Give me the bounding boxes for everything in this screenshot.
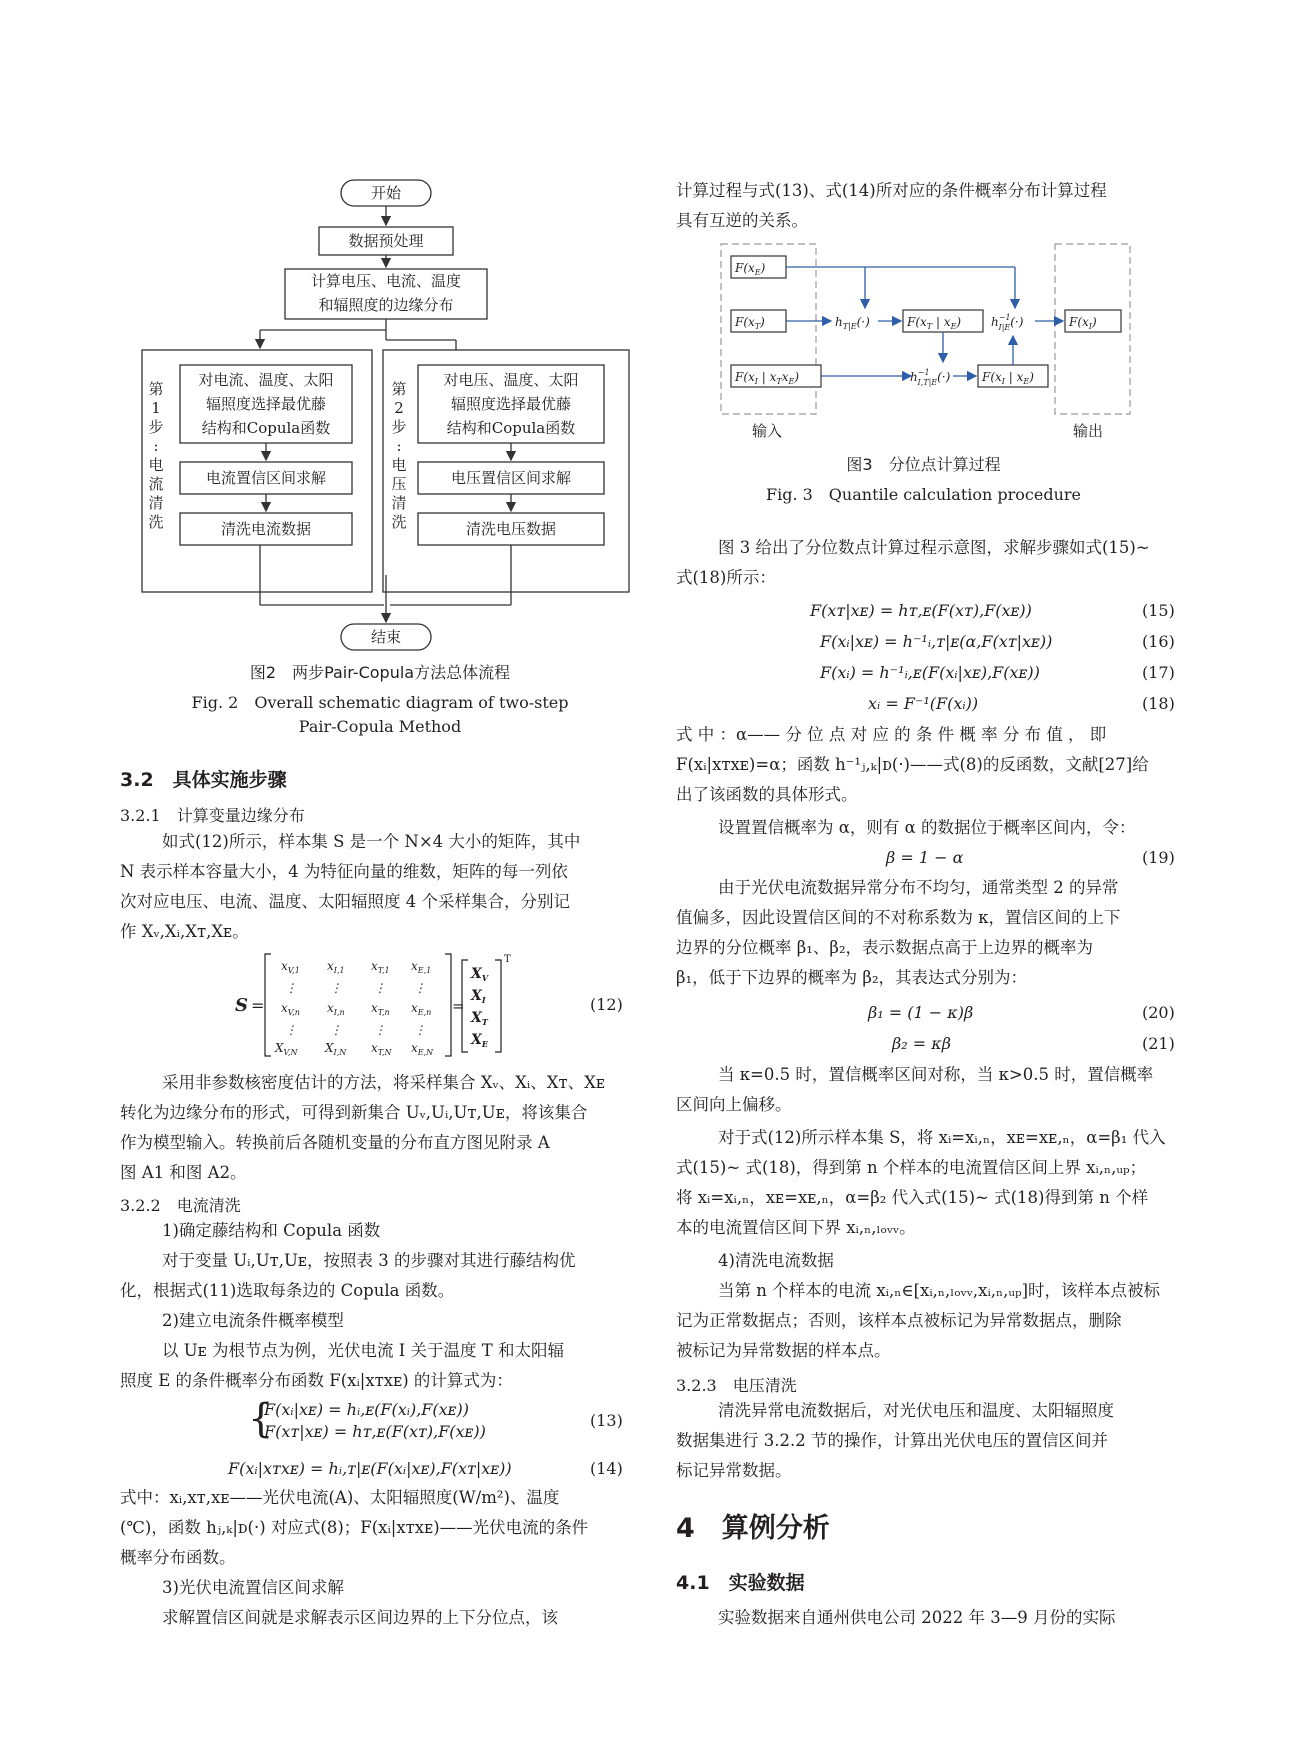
svg-text:xI,1: $x_{I,1}$ <box>327 959 345 975</box>
fig3-input-label: 输入 <box>752 422 783 440</box>
paragraph: 实验数据来自通州供电公司 2022 年 3—9 月份的实际 <box>718 1608 1116 1627</box>
svg-text:=: = <box>452 997 465 1015</box>
flow-end: 结束 <box>370 628 401 646</box>
section-3-2-1: 3.2.1 计算变量边缘分布 <box>120 806 305 825</box>
step-char: 1 <box>151 399 161 417</box>
paragraph: 式 中 ：α—— 分 位 点 对 应 的 条 件 概 率 分 布 值 ， 即 <box>676 725 1107 744</box>
svg-text:xT,1: $x_{T,1}$ <box>371 959 390 975</box>
paragraph: 作为模型输入。转换前后各随机变量的分布直方图见附录 A <box>120 1133 550 1152</box>
svg-text:h−1I,T|E(·): $h^{-1}$ I,T|E(·) <box>910 368 951 387</box>
flow-left-clean: 清洗电流数据 <box>220 520 311 538</box>
svg-text:F(xE): $F(x_E)$ <box>735 261 766 277</box>
fig2-caption-en-1: Fig. 2 Overall schematic diagram of two-step <box>191 693 569 712</box>
svg-text:F(xT): $F(x_T)$ <box>735 315 765 331</box>
svg-text:XE: $X_E$ <box>471 1032 488 1049</box>
step-char: 流 <box>148 475 164 493</box>
paragraph: 具有互逆的关系。 <box>676 211 808 230</box>
svg-text:XV: $X_V$ <box>471 966 489 983</box>
svg-text:XV,N: $X_{V,N}$ <box>275 1041 298 1057</box>
paragraph: 式中：xᵢ,xᴛ,xᴇ——光伏电流(A)、太阳辐照度(W/m²)、温度 <box>120 1488 560 1507</box>
paragraph: 标记异常数据。 <box>676 1461 792 1480</box>
section-4-1: 4.1 实验数据 <box>676 1572 805 1594</box>
svg-text:⋮: ⋮ <box>374 981 386 995</box>
figure-3-diagram <box>715 240 1175 450</box>
paragraph: 对于变量 Uᵢ,Uᴛ,Uᴇ，按照表 3 的步骤对其进行藤结构优 <box>162 1251 576 1270</box>
paragraph: 当第 n 个样本的电流 xᵢ,ₙ∈[xᵢ,ₙ,ₗₒᵥᵥ,xᵢ,ₙ,ᵤₚ]时，该样本点被标 <box>718 1281 1161 1300</box>
flow-start: 开始 <box>370 184 401 202</box>
svg-text:=: = <box>251 996 265 1015</box>
flow-marginal-line2: 和辐照度的边缘分布 <box>318 296 454 314</box>
svg-text:⋮: ⋮ <box>414 981 426 995</box>
select-line: 对电压、温度、太阳 <box>443 371 579 389</box>
flow-right-interval: 电压置信区间求解 <box>450 469 571 487</box>
paragraph: 本的电流置信区间下界 xᵢ,ₙ,ₗₒᵥᵥ。 <box>676 1218 916 1237</box>
equation-17: F(xᵢ) = h⁻¹ᵢ,ᴇ(F(xᵢ|xᴇ),F(xᴇ)) <box>820 663 1040 682</box>
paragraph: 概率分布函数。 <box>120 1548 236 1567</box>
fig2-caption-en-2: Pair-Copula Method <box>298 717 462 736</box>
svg-text:xI,n: $x_{I,n}$ <box>327 1001 345 1017</box>
svg-text:⋮: ⋮ <box>330 1023 342 1037</box>
equation-18: xᵢ = F⁻¹(F(xᵢ)) <box>868 694 979 713</box>
paragraph: 作 Xᵥ,Xᵢ,Xᴛ,Xᴇ。 <box>120 922 249 941</box>
svg-text:xV,n: $x_{V,n}$ <box>281 1001 300 1017</box>
svg-text:xE,N: $x_{E,N}$ <box>411 1041 434 1057</box>
step-heading: 4)清洗电流数据 <box>718 1251 834 1270</box>
step-char: 步 <box>391 418 407 436</box>
paragraph: 以 Uᴇ 为根节点为例，光伏电流 I 关于温度 T 和太阳辐 <box>162 1341 565 1360</box>
paragraph: 边界的分位概率 β₁、β₂，表示数据点高于上边界的概率为 <box>676 938 1094 957</box>
paragraph: 图 A1 和图 A2。 <box>120 1163 247 1182</box>
flow-marginal <box>285 269 487 317</box>
section-3-2-3: 3.2.3 电压清洗 <box>676 1376 797 1395</box>
flow-marginal-line1: 计算电压、电流、温度 <box>310 272 461 290</box>
paragraph: 值偏多，因此设置信区间的不对称系数为 κ，置信区间的上下 <box>676 908 1121 927</box>
equation-12-number: (12) <box>590 995 623 1014</box>
paragraph: 次对应电压、电流、温度、太阳辐照度 4 个采样集合，分别记 <box>120 892 570 911</box>
svg-text:F(xI | xTxE): $F(x_I$ | $x_Tx_E$) <box>735 370 800 386</box>
equation-13-number: (13) <box>590 1411 623 1430</box>
step-char: 2 <box>394 399 404 417</box>
select-line: 对电流、温度、太阳 <box>198 371 334 389</box>
paragraph: 出了该函数的具体形式。 <box>676 785 858 804</box>
svg-text:h−1I|E(·): $h^{-1}$ I|E(·) <box>991 313 1024 332</box>
select-line: 辐照度选择最优藤 <box>450 395 571 413</box>
equation-13-brace: { <box>248 1396 274 1442</box>
svg-text:xT,N: $x_{T,N}$ <box>371 1041 392 1057</box>
equation-20: β₁ = (1 − κ)β <box>868 1003 974 1022</box>
paragraph: 如式(12)所示，样本集 S 是一个 N×4 大小的矩阵，其中 <box>162 832 581 851</box>
svg-text:XI: $X_I$ <box>471 988 486 1005</box>
section-3-2: 3.2 具体实施步骤 <box>120 769 287 791</box>
svg-text:F(xI): $F(x_I)$ <box>1069 315 1097 331</box>
paragraph: 记为正常数据点；否则，该样本点被标记为异常数据点，删除 <box>676 1311 1122 1330</box>
select-line: 结构和Copula函数 <box>201 419 331 437</box>
paragraph: 被标记为异常数据的样本点。 <box>676 1341 891 1360</box>
svg-text:xV,1: $x_{V,1}$ <box>281 959 300 975</box>
svg-text:T: T <box>504 954 511 965</box>
svg-text:⋮: ⋮ <box>285 1023 297 1037</box>
svg-text:xT,n: $x_{T,n}$ <box>371 1001 390 1017</box>
paragraph: β₁，低于下边界的概率为 β₂，其表达式分别为： <box>676 968 1028 987</box>
svg-text:⋮: ⋮ <box>414 1023 426 1037</box>
flow-right-select <box>418 368 604 440</box>
paragraph: 计算过程与式(13)、式(14)所对应的条件概率分布计算过程 <box>676 181 1107 200</box>
svg-text:⋮: ⋮ <box>285 981 297 995</box>
select-line: 辐照度选择最优藤 <box>205 395 326 413</box>
equation-13a: F(xᵢ|xᴇ) = hᵢ,ᴇ(F(xᵢ),F(xᴇ)) <box>264 1400 469 1419</box>
equation-20-number: (20) <box>1142 1003 1175 1022</box>
step-char: : <box>396 437 402 455</box>
equation-15: F(xᴛ|xᴇ) = hᴛ,ᴇ(F(xᴛ),F(xᴇ)) <box>810 601 1032 620</box>
paragraph: 式(18)所示： <box>676 568 776 587</box>
equation-19-number: (19) <box>1142 848 1175 867</box>
paragraph: 将 xᵢ=xᵢ,ₙ，xᴇ=xᴇ,ₙ，α=β₂ 代入式(15)~ 式(18)得到第 n 个样 <box>676 1188 1149 1207</box>
step-char: 第 <box>391 380 407 398</box>
paragraph: 清洗异常电流数据后，对光伏电压和温度、太阳辐照度 <box>718 1401 1114 1420</box>
paragraph: 图 3 给出了分位数点计算过程示意图，求解步骤如式(15)~ <box>718 538 1150 557</box>
fig3-caption-cn: 图3 分位点计算过程 <box>846 455 1001 474</box>
paragraph: 对于式(12)所示样本集 S，将 xᵢ=xᵢ,ₙ，xᴇ=xᴇ,ₙ，α=β₁ 代入 <box>718 1128 1166 1147</box>
svg-text:F(xT | xE): $F(x_T$ | $x_E$) <box>907 315 962 331</box>
paragraph: 化，根据式(11)选取每条边的 Copula 函数。 <box>120 1281 455 1300</box>
step-char: 压 <box>391 475 407 493</box>
step-char: 清 <box>148 494 164 512</box>
step-char: : <box>153 437 159 455</box>
paragraph: 当 κ=0.5 时，置信概率区间对称，当 κ>0.5 时，置信概率 <box>718 1065 1154 1084</box>
section-4: 4 算例分析 <box>676 1513 830 1544</box>
paragraph: 转化为边缘分布的形式，可得到新集合 Uᵥ,Uᵢ,Uᴛ,Uᴇ，将该集合 <box>120 1103 588 1122</box>
step-heading: 1)确定藤结构和 Copula 函数 <box>162 1221 381 1240</box>
flow-right-clean: 清洗电压数据 <box>465 520 556 538</box>
equation-21-number: (21) <box>1142 1034 1175 1053</box>
section-3-2-2: 3.2.2 电流清洗 <box>120 1196 241 1215</box>
equation-18-number: (18) <box>1142 694 1175 713</box>
svg-text:xE,1: $x_{E,1}$ <box>411 959 432 975</box>
paragraph: 数据集进行 3.2.2 节的操作，计算出光伏电压的置信区间并 <box>676 1431 1108 1450</box>
paragraph: 区间向上偏移。 <box>676 1095 792 1114</box>
select-line: 结构和Copula函数 <box>446 419 576 437</box>
fig2-caption-cn: 图2 两步Pair-Copula方法总体流程 <box>249 663 511 682</box>
flow-preprocess: 数据预处理 <box>348 232 424 250</box>
svg-text:⋮: ⋮ <box>374 1023 386 1037</box>
svg-text:⋮: ⋮ <box>330 981 342 995</box>
equation-16-number: (16) <box>1142 632 1175 651</box>
paragraph: 式(15)~ 式(18)，得到第 n 个样本的电流置信区间上界 xᵢ,ₙ,ᵤₚ； <box>676 1158 1147 1177</box>
fig3-caption-en: Fig. 3 Quantile calculation procedure <box>765 485 1082 504</box>
step-char: 清 <box>391 494 407 512</box>
paragraph: 照度 E 的条件概率分布函数 F(xᵢ|xᴛxᴇ) 的计算式为： <box>120 1371 513 1390</box>
flow-left-step-label <box>146 380 166 532</box>
equation-13b: F(xᴛ|xᴇ) = hᴛ,ᴇ(F(xᴛ),F(xᴇ)) <box>264 1422 486 1441</box>
equation-15-number: (15) <box>1142 601 1175 620</box>
step-char: 步 <box>148 418 164 436</box>
paragraph: 求解置信区间就是求解表示区间边界的上下分位点，该 <box>162 1608 558 1627</box>
paragraph: N 表示样本容量大小，4 为特征向量的维数，矩阵的每一列依 <box>120 862 568 881</box>
svg-text:F(xI | xE): $F(x_I$ | $x_E$) <box>982 370 1034 386</box>
flow-right-step-label <box>389 380 409 532</box>
equation-21: β₂ = κβ <box>892 1034 951 1053</box>
paragraph: 设置置信概率为 α，则有 α 的数据位于概率区间内，令： <box>718 818 1136 837</box>
step-heading: 3)光伏电流置信区间求解 <box>162 1578 344 1597</box>
equation-16: F(xᵢ|xᴇ) = h⁻¹ᵢ,ᴛ|ᴇ(α,F(xᴛ|xᴇ)) <box>820 632 1053 651</box>
paragraph: F(xᵢ|xᴛxᴇ)=α；函数 h⁻¹ⱼ,ₖ|ᴅ(·)——式(8)的反函数，文献[27]给 <box>676 755 1149 774</box>
step-char: 电 <box>391 456 407 474</box>
equation-17-number: (17) <box>1142 663 1175 682</box>
equation-19: β = 1 − α <box>886 848 964 867</box>
paragraph: (℃)，函数 hⱼ,ₖ|ᴅ(·) 对应式(8)；F(xᵢ|xᴛxᴇ)——光伏电流的条件 <box>120 1518 589 1537</box>
step-char: 洗 <box>148 513 164 531</box>
svg-text:XI,N: $X_{I,N}$ <box>325 1041 347 1057</box>
equation-14-number: (14) <box>590 1459 623 1478</box>
paragraph: 采用非参数核密度估计的方法，将采样集合 Xᵥ、Xᵢ、Xᴛ、Xᴇ <box>162 1073 605 1092</box>
equation-12-matrix <box>235 950 515 1062</box>
svg-text:S: S <box>235 995 248 1016</box>
flow-left-interval: 电流置信区间求解 <box>205 469 326 487</box>
svg-text:xE,n: $x_{E,n}$ <box>411 1001 432 1017</box>
step-heading: 2)建立电流条件概率模型 <box>162 1311 344 1330</box>
flow-left-select <box>180 368 352 440</box>
svg-text:XT: $X_T$ <box>471 1010 488 1027</box>
svg-text:hT|E(·): $h_{T|E}(\cdot)$ <box>835 315 870 331</box>
step-char: 洗 <box>391 513 407 531</box>
step-char: 第 <box>148 380 164 398</box>
step-char: 电 <box>148 456 164 474</box>
equation-14: F(xᵢ|xᴛxᴇ) = hᵢ,ᴛ|ᴇ(F(xᵢ|xᴇ),F(xᴛ|xᴇ)) <box>228 1459 512 1478</box>
fig3-output-label: 输出 <box>1073 422 1104 440</box>
paragraph: 由于光伏电流数据异常分布不均匀，通常类型 2 的异常 <box>718 878 1119 897</box>
